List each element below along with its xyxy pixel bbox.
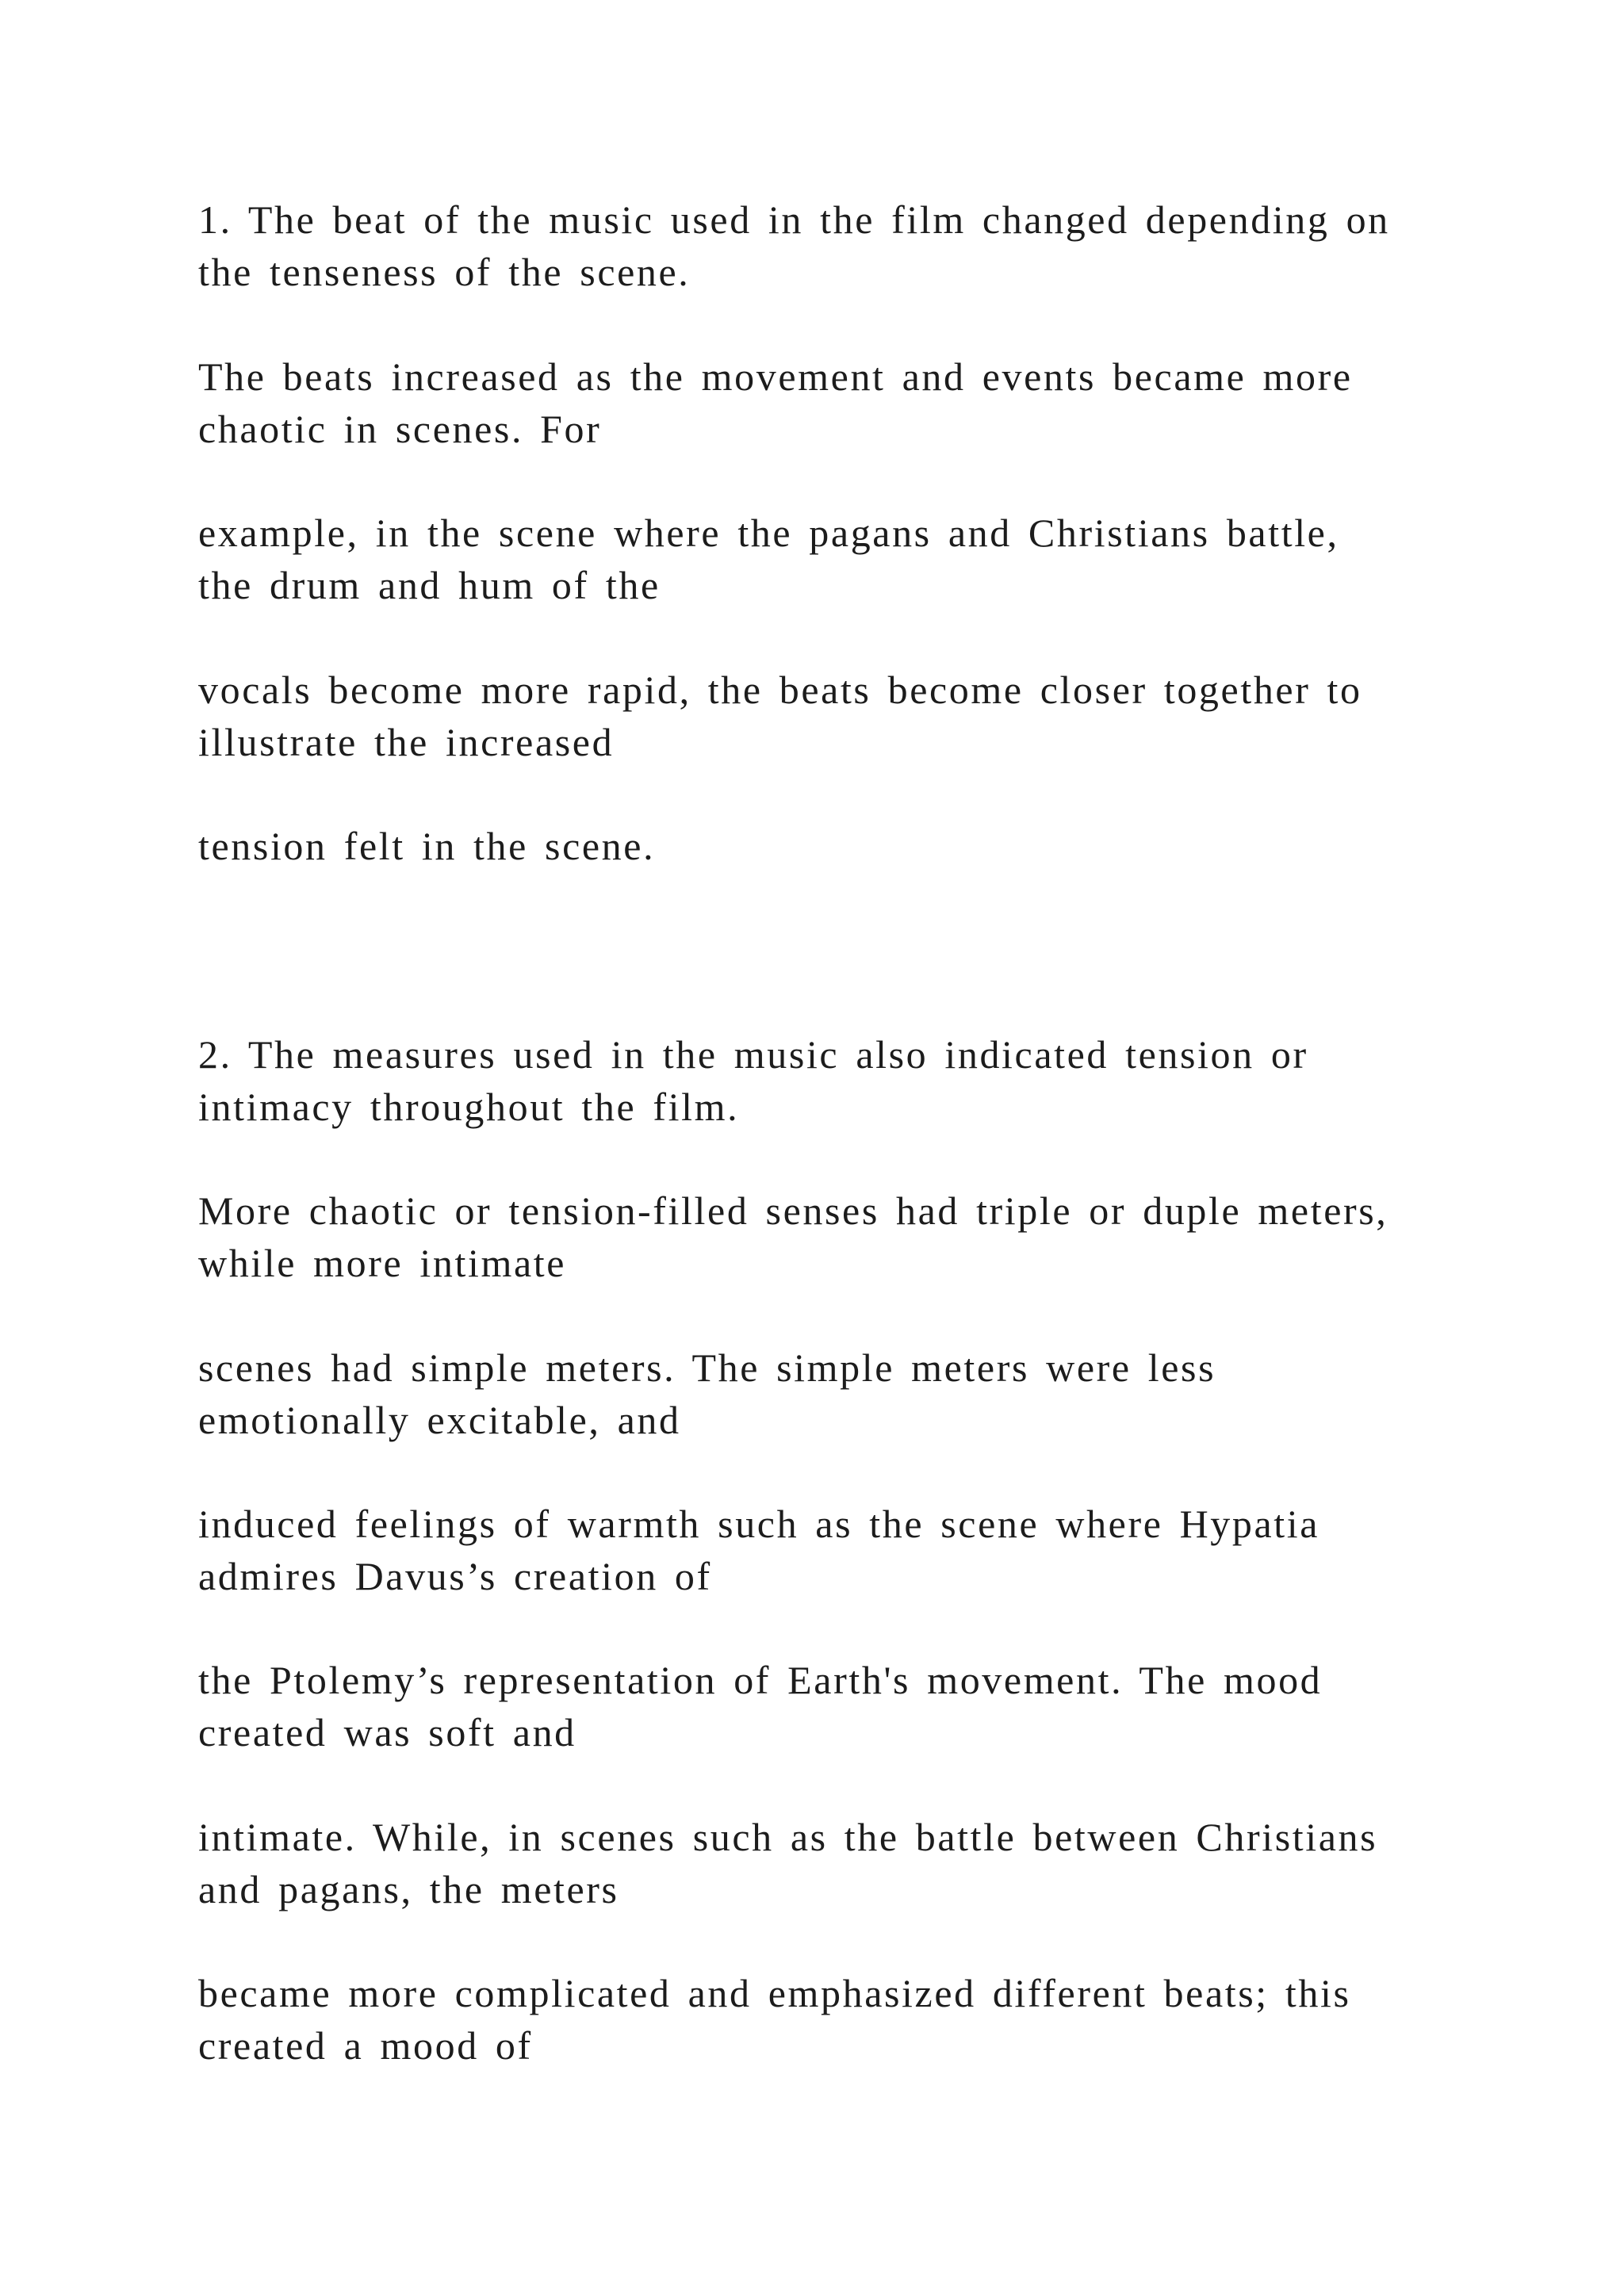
paragraph-2-line: and pagans, the meters xyxy=(198,1867,619,1911)
paragraph-1-line: illustrate the increased xyxy=(198,720,615,764)
paragraph-2-line: created a mood of xyxy=(198,2023,533,2068)
paragraph-1-line: vocals become more rapid, the beats become closer together to xyxy=(198,668,1362,712)
paragraph-1-line: example, in the scene where the pagans and Christians battle, xyxy=(198,511,1339,555)
paragraph-1-line: the drum and hum of the xyxy=(198,563,661,607)
paragraph-2-line: while more intimate xyxy=(198,1241,567,1285)
paragraph-2-line: emotionally excitable, and xyxy=(198,1398,681,1442)
paragraph-2-line: intimate. While, in scenes such as the battle between Christians xyxy=(198,1815,1378,1859)
paragraph-2-line: scenes had simple meters. The simple meters were less xyxy=(198,1345,1216,1390)
paragraph-2-line: intimacy throughout the film. xyxy=(198,1085,740,1129)
paragraph-1-line: tension felt in the scene. xyxy=(198,824,656,868)
paragraph-1-line: the tenseness of the scene. xyxy=(198,250,691,294)
paragraph-2-line: induced feelings of warmth such as the scene where Hypatia xyxy=(198,1502,1320,1546)
paragraph-2-line: the Ptolemy’s representation of Earth's movement. The mood xyxy=(198,1658,1323,1702)
paragraph-1-line: The beats increased as the movement and events became more xyxy=(198,354,1353,399)
paragraph-2-line: 2. The measures used in the music also indicated tension or xyxy=(198,1032,1308,1077)
paragraph-1-line: chaotic in scenes. For xyxy=(198,407,602,451)
paragraph-2-line: became more complicated and emphasized different beats; this xyxy=(198,1971,1351,2015)
paragraph-1-line: 1. The beat of the music used in the film changed depending on xyxy=(198,197,1390,242)
paragraph-2-line: admires Davus’s creation of xyxy=(198,1554,712,1598)
paragraph-2-line: More chaotic or tension-filled senses had triple or duple meters, xyxy=(198,1188,1388,1233)
paragraph-2-line: created was soft and xyxy=(198,1710,576,1755)
